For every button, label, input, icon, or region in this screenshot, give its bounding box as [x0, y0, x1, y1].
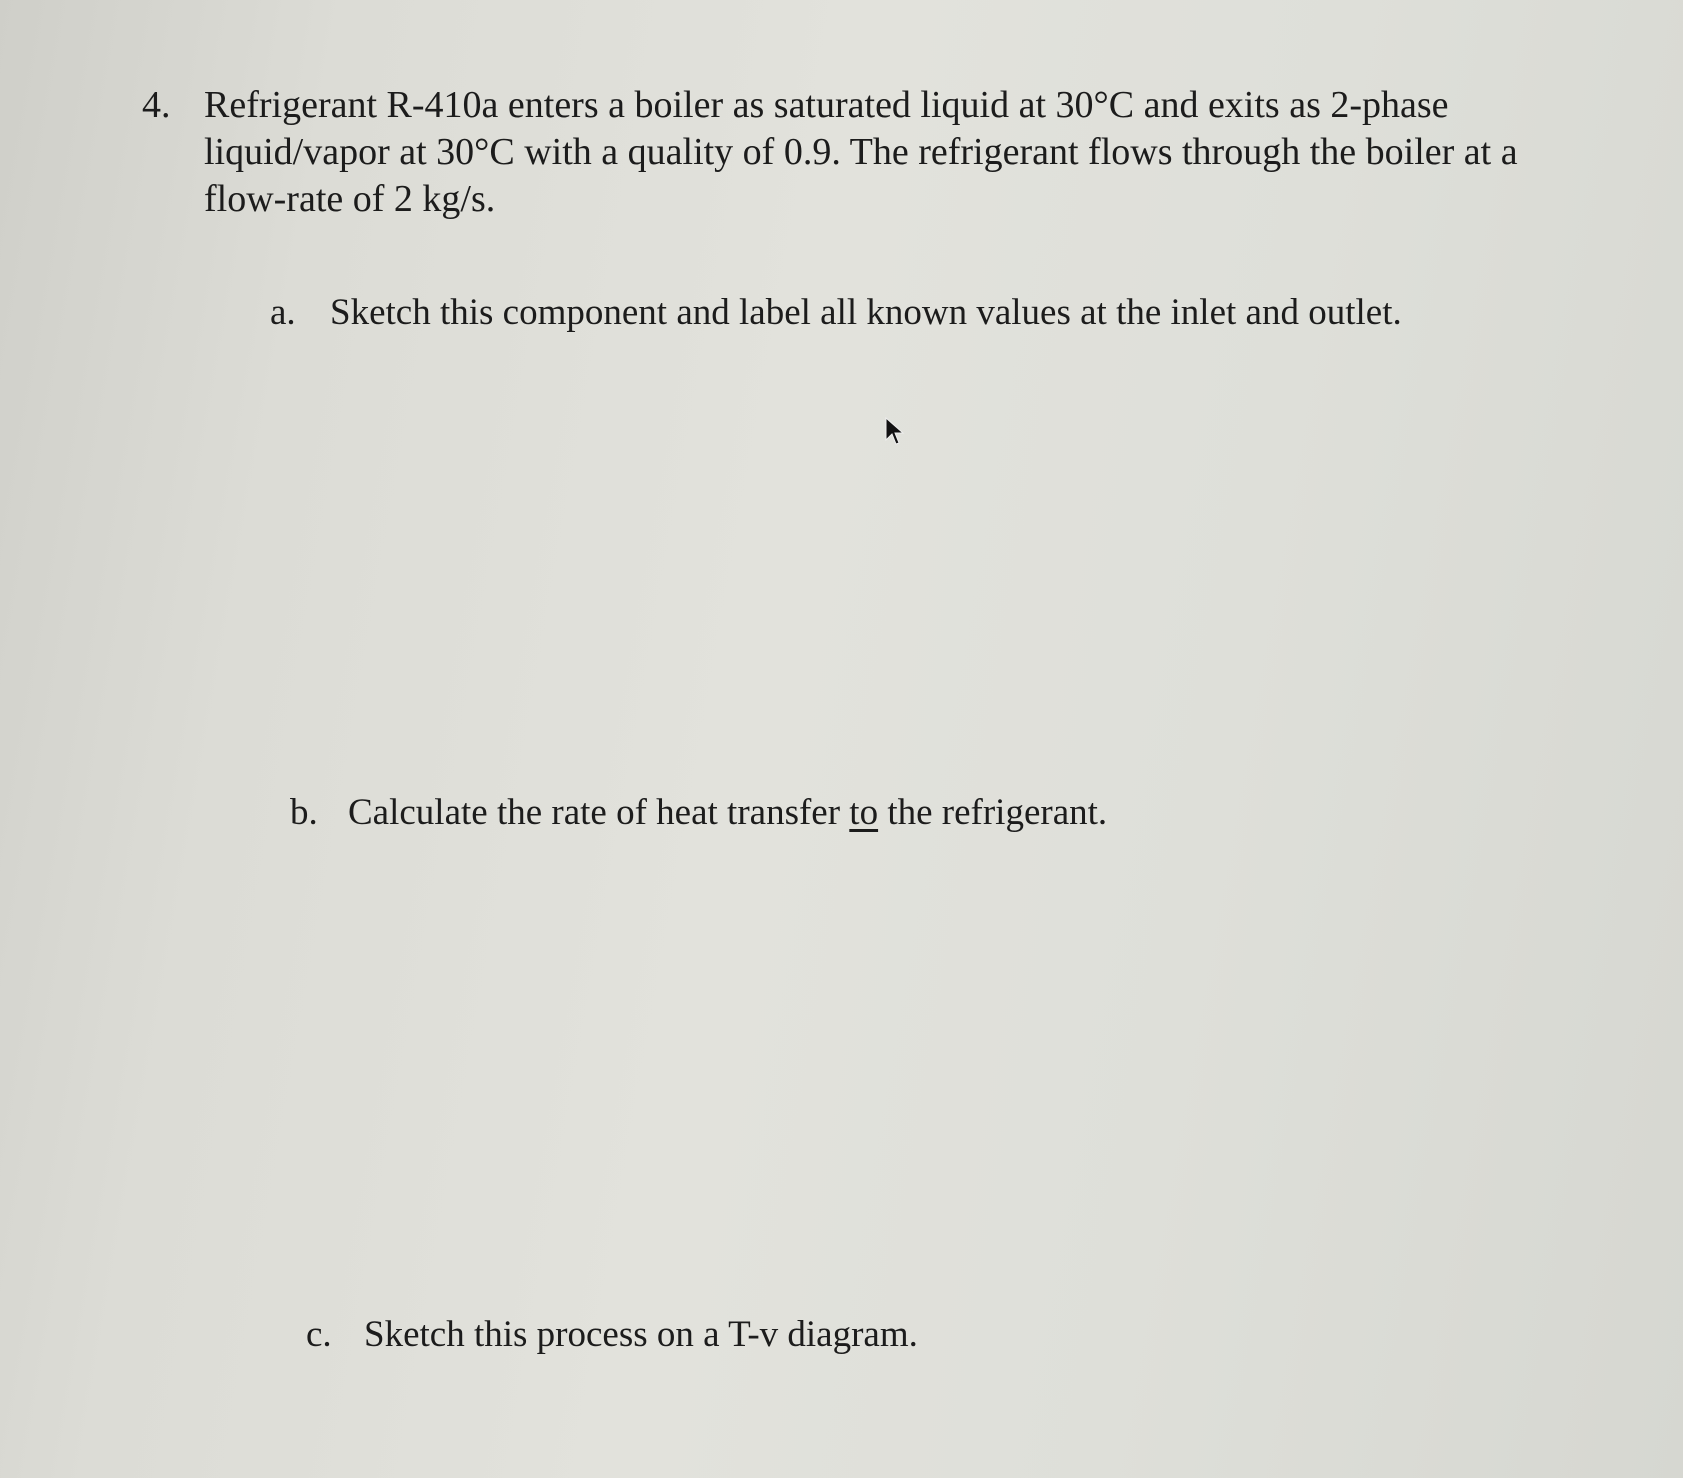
part-c	[306, 1312, 918, 1358]
part-c-text: Sketch this process on a T-v diagram.	[364, 1314, 918, 1355]
part-b-text	[348, 790, 1107, 836]
part-b	[290, 790, 1108, 836]
part-a-label: a.	[270, 292, 296, 333]
question-number: 4.	[142, 84, 171, 126]
part-b-underlined-word: to	[849, 792, 879, 833]
mouse-pointer-icon	[884, 416, 906, 446]
part-a-text: Sketch this component and label all known values at the inlet and outlet.	[330, 292, 1402, 333]
question-text: Refrigerant R-410a enters a boiler as saturated liquid at 30°C and exits as 2-phase liquid/vapor at 30°C with a quality of 0.9. The refrigerant flows through the boiler at a flow-rate of 2 kg/s.	[204, 84, 1518, 220]
part-b-text-before: Calculate the rate of heat transfer	[348, 792, 850, 833]
part-a	[270, 290, 1402, 336]
part-c-label: c.	[306, 1314, 332, 1355]
part-b-label: b.	[290, 792, 318, 833]
part-b-text-after: the refrigerant.	[878, 792, 1108, 833]
